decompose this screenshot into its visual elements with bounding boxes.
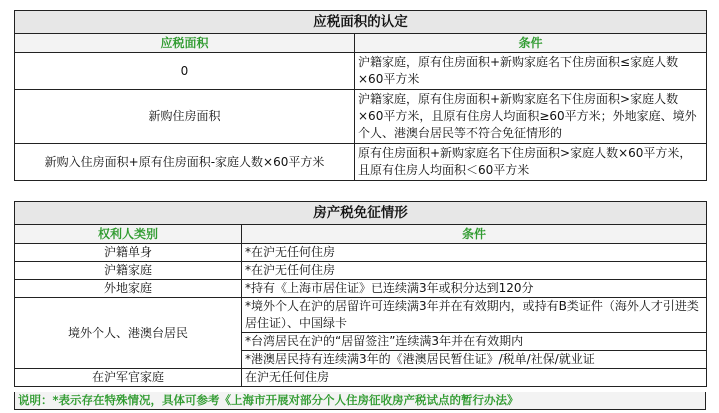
table-row (15, 369, 707, 387)
table-row (15, 280, 707, 298)
condition-cell: *在沪无任何住房 (242, 262, 707, 280)
category-cell: 沪籍单身 (15, 244, 242, 262)
condition-cell: 在沪无任何住房 (242, 369, 707, 387)
col-header-condition: 条件 (242, 225, 707, 244)
taxable-area-title: 应税面积的认定 (15, 11, 707, 34)
col-header-taxable-area: 应税面积 (15, 34, 355, 53)
condition-cell: 原有住房面积+新购家庭名下住房面积>家庭人数×60平方米，且原有住房人均面积＜60平方米 (355, 144, 707, 181)
condition-cell: *台湾居民在沪的“居留签注”连续满3年并在有效期内 (242, 333, 707, 351)
col-header-category: 权利人类别 (15, 225, 242, 244)
category-cell: 境外个人、港澳台居民 (15, 298, 242, 369)
area-cell: 0 (15, 53, 355, 90)
area-cell: 新购入住房面积+原有住房面积-家庭人数×60平方米 (15, 144, 355, 181)
table-row (15, 298, 707, 333)
tax-exemption-table (14, 201, 707, 387)
table-row (15, 144, 707, 181)
condition-cell: *持有《上海市居住证》已连续满3年或积分达到120分 (242, 280, 707, 298)
col-header-condition: 条件 (355, 34, 707, 53)
condition-cell: *在沪无任何住房 (242, 244, 707, 262)
condition-cell: *港澳居民持有连续满3年的《港澳居民暂住证》/税单/社保/就业证 (242, 351, 707, 369)
area-cell: 新购住房面积 (15, 90, 355, 144)
tax-exemption-title: 房产税免征情形 (15, 202, 707, 225)
category-cell: 在沪军官家庭 (15, 369, 242, 387)
table-row (15, 53, 707, 90)
taxable-area-table (14, 10, 707, 181)
category-cell: 外地家庭 (15, 280, 242, 298)
condition-cell: *境外个人在沪的居留许可连续满3年并在有效期内，或持有B类证件（海外人才引进类居住证）、中国绿卡 (242, 298, 707, 333)
table-row (15, 244, 707, 262)
condition-cell: 沪籍家庭，原有住房面积+新购家庭名下住房面积≤家庭人数×60平方米 (355, 53, 707, 90)
footnote: 说明：*表示存在特殊情况，具体可参考《上海市开展对部分个人住房征收房产税试点的暂行办法》 (14, 392, 706, 410)
table-row (15, 90, 707, 144)
category-cell: 沪籍家庭 (15, 262, 242, 280)
condition-cell: 沪籍家庭，原有住房面积+新购家庭名下住房面积>家庭人数×60平方米，且原有住房人均面积≥60平方米；外地家庭、境外个人、港澳台居民等不符合免征情形的 (355, 90, 707, 144)
table-row (15, 262, 707, 280)
